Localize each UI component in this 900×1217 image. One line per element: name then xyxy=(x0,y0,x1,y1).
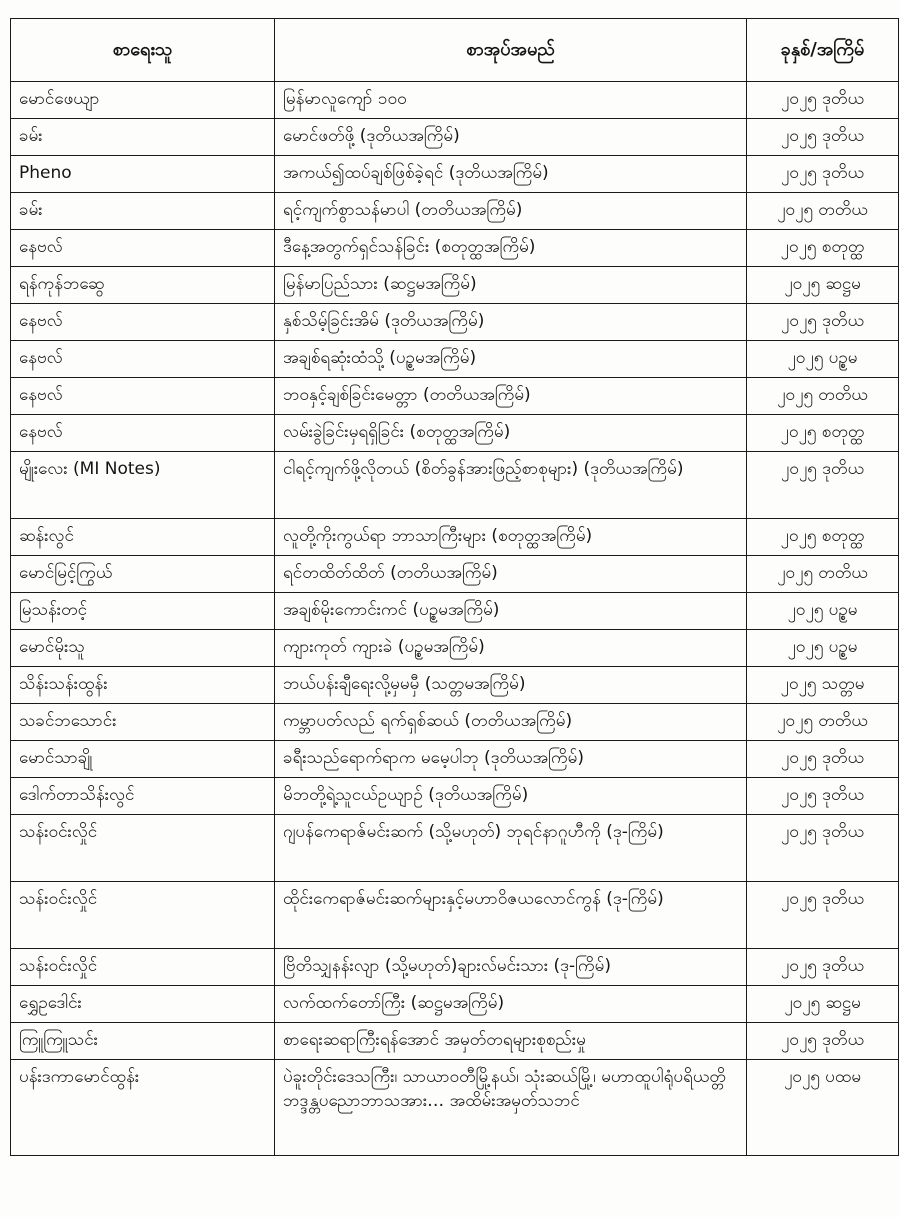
table-row xyxy=(11,452,899,519)
table-body xyxy=(11,82,899,1156)
title-cell: ငါရင့်ကျက်ဖို့လိုတယ် (စိတ်ခွန်အားဖြည့်စာစုများ) (ဒုတိယအကြိမ်) xyxy=(275,452,747,519)
title-cell: အချစ်မိုးကောင်းကင် (ပဉ္စမအကြိမ်) xyxy=(275,593,747,630)
title-cell: စာရေးဆရာကြီးရန်အောင် အမှတ်တရများစုစည်းမှု xyxy=(275,1023,747,1060)
author-cell: ဆန်းလွင် xyxy=(11,519,275,556)
title-cell: ဒီနေ့အတွက်ရှင်သန်ခြင်း (စတုတ္ထအကြိမ်) xyxy=(275,230,747,267)
author-cell: ရန်ကုန်ဘဆွေ xyxy=(11,267,275,304)
edition-cell: ၂၀၂၅ ပဉ္စမ xyxy=(747,341,899,378)
author-cell: နေဗလ် xyxy=(11,415,275,452)
author-cell: မောင်မိုးသူ xyxy=(11,630,275,667)
table-row xyxy=(11,378,899,415)
title-cell: လမ်းခွဲခြင်းမှရရှိခြင်း (စတုတ္ထအကြိမ်) xyxy=(275,415,747,452)
title-cell: ပဲခူးတိုင်းဒေသကြီး၊ သာယာဝတီမြို့နယ်၊ သုံးဆယ်မြို့၊ မဟာထူပါရုံပရိယတ္တိဘဒ္ဒန္တပညောဘာသအား… အထိမ်းအမှတ်သဘင် xyxy=(275,1060,747,1156)
table-row xyxy=(11,1060,899,1156)
author-cell: ကြူကြူသင်း xyxy=(11,1023,275,1060)
author-cell: သန်းဝင်းလှိုင် xyxy=(11,882,275,949)
table-row xyxy=(11,704,899,741)
table-row xyxy=(11,156,899,193)
author-column-header: စာရေးသူ xyxy=(11,19,275,82)
author-cell: မောင်ဖေယျာ xyxy=(11,82,275,119)
table-row xyxy=(11,82,899,119)
title-cell: ကျားကုတ် ကျားခဲ (ပဉ္စမအကြိမ်) xyxy=(275,630,747,667)
edition-cell: ၂၀၂၅ တတိယ xyxy=(747,378,899,415)
table-row xyxy=(11,119,899,156)
edition-cell: ၂၀၂၅ ဒုတိယ xyxy=(747,119,899,156)
edition-cell: ၂၀၂၅ ပဉ္စမ xyxy=(747,630,899,667)
edition-cell: ၂၀၂၅ ဒုတိယ xyxy=(747,815,899,882)
table-row xyxy=(11,741,899,778)
edition-cell: ၂၀၂၅ စတုတ္ထ xyxy=(747,230,899,267)
title-cell: ဘဝနှင့်ချစ်ခြင်းမေတ္တာ (တတိယအကြိမ်) xyxy=(275,378,747,415)
edition-cell: ၂၀၂၅ ပဉ္စမ xyxy=(747,593,899,630)
edition-cell: ၂၀၂၅ ဆဋ္ဌမ xyxy=(747,986,899,1023)
table-row xyxy=(11,986,899,1023)
title-cell: မောင်ဖတ်ဖို့ (ဒုတိယအကြိမ်) xyxy=(275,119,747,156)
author-cell: သန်းဝင်းလှိုင် xyxy=(11,815,275,882)
edition-cell: ၂၀၂၅ သတ္တမ xyxy=(747,667,899,704)
author-cell: ရွှေဥဒေါင်း xyxy=(11,986,275,1023)
table-row xyxy=(11,949,899,986)
edition-cell: ၂၀၂၅ ဆဋ္ဌမ xyxy=(747,267,899,304)
edition-cell: ၂၀၂၅ ဒုတိယ xyxy=(747,882,899,949)
table-row xyxy=(11,815,899,882)
author-cell: မောင်သာချို xyxy=(11,741,275,778)
table-row xyxy=(11,415,899,452)
title-cell: ခရီးသည်ရောက်ရာက မမေ့ပါဘု (ဒုတိယအကြိမ်) xyxy=(275,741,747,778)
edition-cell: ၂၀၂၅ ဒုတိယ xyxy=(747,741,899,778)
title-cell: ဘယ်ပန်းချီရေးလို့မှမမှီ (သတ္တမအကြိမ်) xyxy=(275,667,747,704)
title-cell: ကမ္ဘာပတ်လည် ရက်ရှစ်ဆယ် (တတိယအကြိမ်) xyxy=(275,704,747,741)
title-cell: မြန်မာပြည်သား (ဆဋ္ဌမအကြိမ်) xyxy=(275,267,747,304)
table-row xyxy=(11,778,899,815)
author-cell: Pheno xyxy=(11,156,275,193)
edition-cell: ၂၀၂၅ ဒုတိယ xyxy=(747,156,899,193)
title-cell: နှစ်သိမ့်ခြင်းအိမ် (ဒုတိယအကြိမ်) xyxy=(275,304,747,341)
table-row xyxy=(11,341,899,378)
author-cell: ဒေါက်တာသိန်းလွင် xyxy=(11,778,275,815)
author-cell: သန်းဝင်းလှိုင် xyxy=(11,949,275,986)
author-cell: မြသန်းတင့် xyxy=(11,593,275,630)
table-row xyxy=(11,593,899,630)
author-cell: ခမ်း xyxy=(11,119,275,156)
edition-cell: ၂၀၂၅ တတိယ xyxy=(747,704,899,741)
table-row xyxy=(11,1023,899,1060)
table-row xyxy=(11,230,899,267)
edition-cell: ၂၀၂၅ ဒုတိယ xyxy=(747,1023,899,1060)
table-row xyxy=(11,630,899,667)
edition-column-header: ခုနှစ်/အကြိမ် xyxy=(747,19,899,82)
title-cell: မိဘတို့ရဲ့သူငယ်ဥယျာဉ် (ဒုတိယအကြိမ်) xyxy=(275,778,747,815)
author-cell: နေဗလ် xyxy=(11,230,275,267)
edition-cell: ၂၀၂၅ ပထမ xyxy=(747,1060,899,1156)
title-cell: ဗြိတိသျှနန်းလျာ (သို့မဟုတ်)ချားလ်မင်းသား (ဒု-ကြိမ်) xyxy=(275,949,747,986)
title-cell: အကယ်၍ထပ်ချစ်ဖြစ်ခဲ့ရင် (ဒုတိယအကြိမ်) xyxy=(275,156,747,193)
table-row xyxy=(11,519,899,556)
author-cell: နေဗလ် xyxy=(11,378,275,415)
edition-cell: ၂၀၂၅ ဒုတိယ xyxy=(747,778,899,815)
table-row xyxy=(11,267,899,304)
title-cell: ထိုင်းကေရာဇ်မင်းဆက်များနှင့်မဟာဝိဇယလောင်ကွန် (ဒု-ကြိမ်) xyxy=(275,882,747,949)
edition-cell: ၂၀၂၅ တတိယ xyxy=(747,193,899,230)
table-row xyxy=(11,882,899,949)
table-row xyxy=(11,304,899,341)
title-cell: အချစ်ရဆုံးထံသို့ (ပဉ္စမအကြိမ်) xyxy=(275,341,747,378)
edition-cell: ၂၀၂၅ စတုတ္ထ xyxy=(747,415,899,452)
edition-cell: ၂၀၂၅ ဒုတိယ xyxy=(747,949,899,986)
author-cell: မောင်မြင့်ကြွယ် xyxy=(11,556,275,593)
title-cell: မြန်မာလူကျော် ၁၀၀ xyxy=(275,82,747,119)
table-row xyxy=(11,193,899,230)
title-cell: လူတို့ကိုးကွယ်ရာ ဘာသာကြီးများ (စတုတ္ထအကြိမ်) xyxy=(275,519,747,556)
edition-cell: ၂၀၂၅ ဒုတိယ xyxy=(747,304,899,341)
edition-cell: ၂၀၂၅ တတိယ xyxy=(747,556,899,593)
edition-cell: ၂၀၂၅ စတုတ္ထ xyxy=(747,519,899,556)
author-cell: ခမ်း xyxy=(11,193,275,230)
author-cell: နေဗလ် xyxy=(11,341,275,378)
title-cell: ဂျပန်ကေရာဇ်မင်းဆက် (သို့မဟုတ်) ဘုရင်နာဂူဟီကို (ဒု-ကြိမ်) xyxy=(275,815,747,882)
title-cell: ရင့်ကျက်စွာသန်မာပါ (တတိယအကြိမ်) xyxy=(275,193,747,230)
title-cell: လက်ထက်တော်ကြီး (ဆဋ္ဌမအကြိမ်) xyxy=(275,986,747,1023)
table-header xyxy=(11,19,899,82)
author-cell: သိန်းသန်းထွန်း xyxy=(11,667,275,704)
book-list-table xyxy=(10,18,899,1156)
title-column-header: စာအုပ်အမည် xyxy=(275,19,747,82)
author-cell: သခင်ဘသောင်း xyxy=(11,704,275,741)
author-cell: ပန်းဒကာမောင်ထွန်း xyxy=(11,1060,275,1156)
table-row xyxy=(11,556,899,593)
table-row xyxy=(11,667,899,704)
author-cell: မျိုးလေး (MI Notes) xyxy=(11,452,275,519)
edition-cell: ၂၀၂၅ ဒုတိယ xyxy=(747,82,899,119)
header-row xyxy=(11,19,899,82)
edition-cell: ၂၀၂၅ ဒုတိယ xyxy=(747,452,899,519)
title-cell: ရင်တထိတ်ထိတ် (တတိယအကြိမ်) xyxy=(275,556,747,593)
author-cell: နေဗလ် xyxy=(11,304,275,341)
